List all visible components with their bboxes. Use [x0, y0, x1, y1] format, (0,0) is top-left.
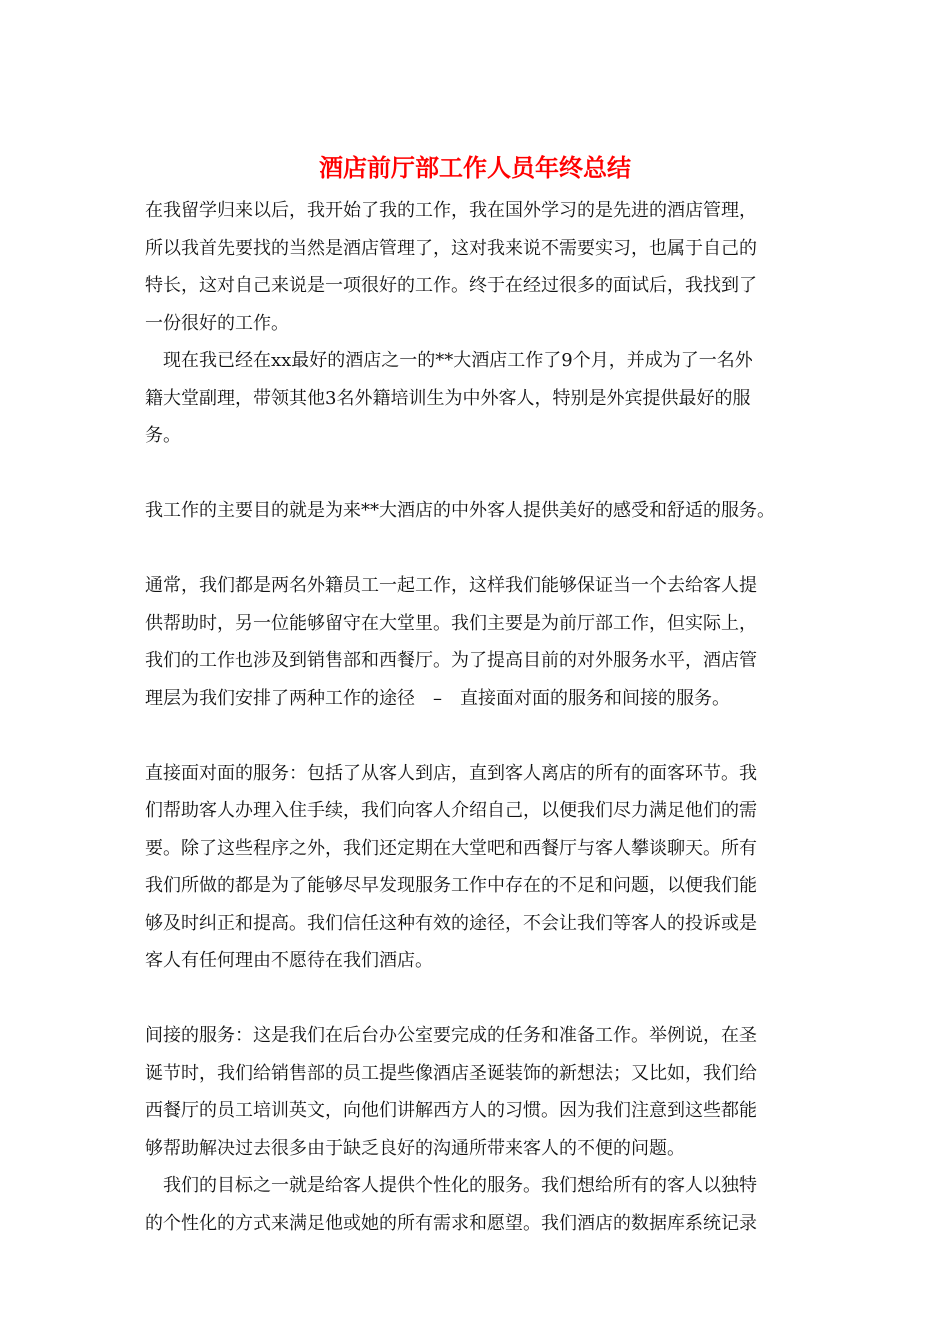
document-title: 酒店前厅部工作人员年终总结 [319, 153, 631, 182]
body-line: 通常，我们都是两名外籍员工一起工作，这样我们能够保证当一个去给客人提 [145, 575, 757, 596]
body-line: 我们的目标之一就是给客人提供个性化的服务。我们想给所有的客人以独特 [145, 1175, 757, 1196]
paragraph-gap [145, 455, 815, 493]
paragraph-gap [145, 717, 815, 755]
body-line: 的个性化的方式来满足他或她的所有需求和愿望。我们酒店的数据库系统记录 [145, 1212, 757, 1234]
body-line: 间接的服务：这是我们在后台办公室要完成的任务和准备工作。举例说，在圣 [145, 1025, 757, 1046]
paragraph-gap [145, 530, 815, 568]
body-line: 要。除了这些程序之外，我们还定期在大堂吧和西餐厅与客人攀谈聊天。所有 [145, 837, 757, 859]
document-body [145, 192, 815, 1242]
body-line: 现在我已经在xx最好的酒店之一的**大酒店工作了9个月，并成为了一名外 [145, 350, 753, 371]
body-line: 西餐厅的员工培训英文，向他们讲解西方人的习惯。因为我们注意到这些都能 [145, 1100, 757, 1121]
body-line: 们帮助客人办理入住手续，我们向客人介绍自己，以便我们尽力满足他们的需 [145, 800, 757, 821]
body-line: 务。 [145, 425, 181, 446]
body-line: 我工作的主要目的就是为来**大酒店的中外客人提供美好的感受和舒适的服务。 [145, 500, 775, 521]
body-line: 理层为我们安排了两种工作的途径 – 直接面对面的服务和间接的服务。 [145, 687, 730, 709]
body-line: 我们所做的都是为了能够尽早发现服务工作中存在的不足和问题，以便我们能 [145, 875, 757, 896]
body-line: 所以我首先要找的当然是酒店管理了，这对我来说不需要实习，也属于自己的 [145, 237, 757, 259]
body-line: 够帮助解决过去很多由于缺乏良好的沟通所带来客人的不便的问题。 [145, 1137, 685, 1159]
body-line: 客人有任何理由不愿待在我们酒店。 [145, 950, 433, 971]
body-line: 供帮助时，另一位能够留守在大堂里。我们主要是为前厅部工作，但实际上， [145, 612, 757, 634]
paragraph-gap [145, 980, 815, 1018]
body-line: 籍大堂副理，带领其他3名外籍培训生为中外客人，特别是外宾提供最好的服 [145, 387, 751, 409]
body-line: 一份很好的工作。 [145, 312, 289, 334]
body-line: 我们的工作也涉及到销售部和西餐厅。为了提高目前的对外服务水平，酒店管 [145, 650, 757, 671]
body-line: 够及时纠正和提高。我们信任这种有效的途径，不会让我们等客人的投诉或是 [145, 912, 757, 934]
body-line: 特长，这对自己来说是一项很好的工作。终于在经过很多的面试后，我找到了 [145, 275, 757, 296]
body-line: 直接面对面的服务：包括了从客人到店，直到客人离店的所有的面客环节。我 [145, 762, 757, 784]
body-line: 诞节时，我们给销售部的员工提些像酒店圣诞装饰的新想法；又比如，我们给 [145, 1062, 757, 1084]
body-line: 在我留学归来以后，我开始了我的工作，我在国外学习的是先进的酒店管理， [145, 200, 757, 221]
